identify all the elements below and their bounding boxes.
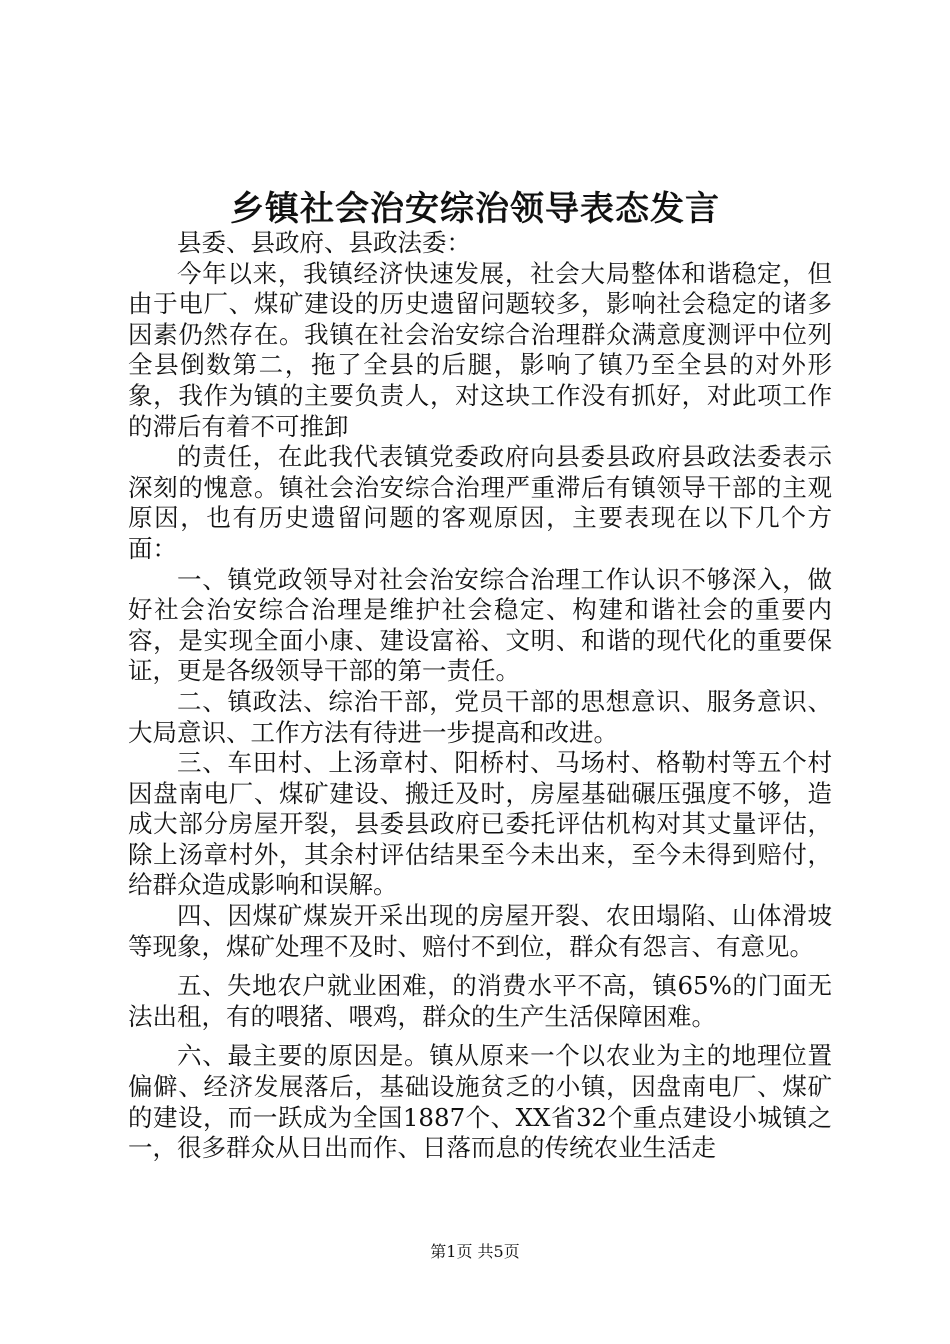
salutation: 县委、县政府、县政法委： [177, 228, 471, 257]
paragraph-point-6: 六、最主要的原因是。镇从原来一个以农业为主的地理位置偏僻、经济发展落后，基础设施贫乏的小镇，因盘南电厂、煤矿的建设，而一跃成为全国1887个、XX省32个重点建设小城镇之一，很多群众从日出而作、日落而息的传统农业生活走 [128, 1041, 832, 1163]
document-title: 乡镇社会治安综治领导表态发言 [230, 189, 720, 229]
paragraph-point-5: 五、失地农户就业困难，的消费水平不高，镇65%的门面无法出租，有的喂猪、喂鸡，群众的生产生活保障困难。 [128, 971, 832, 1031]
document-body [128, 228, 832, 1164]
paragraph-point-3: 三、车田村、上汤章村、阳桥村、马场村、格勒村等五个村因盘南电厂、煤矿建设、搬迁及时，房屋基础碾压强度不够，造成大部分房屋开裂，县委县政府已委托评估机构对其丈量评估，除上汤章村外，其余村评估结果至今未出来，至今未得到赔付，给群众造成影响和误解。 [128, 748, 832, 900]
paragraph-point-1: 一、镇党政领导对社会治安综合治理工作认识不够深入，做好社会治安综合治理是维护社会稳定、构建和谐社会的重要内容，是实现全面小康、建设富裕、文明、和谐的现代化的重要保证，更是各级领导干部的第一责任。 [128, 564, 832, 686]
page-footer: 第1页 共5页 [430, 1242, 520, 1261]
paragraph-responsibility: 的责任，在此我代表镇党委政府向县委县政府县政法委表示深刻的愧意。镇社会治安综合治理严重滞后有镇领导干部的主观原因，也有历史遗留问题的客观原因，主要表现在以下几个方面： [128, 442, 832, 563]
paragraph-intro: 今年以来，我镇经济快速发展，社会大局整体和谐稳定，但由于电厂、煤矿建设的历史遗留问题较多，影响社会稳定的诸多因素仍然存在。我镇在社会治安综合治理群众满意度测评中位列全县倒数第二，拖了全县的后腿，影响了镇乃至全县的对外形象，我作为镇的主要负责人，对这块工作没有抓好，对此项工作的滞后有着不可推卸 [128, 258, 832, 441]
paragraph-point-4: 四、因煤矿煤炭开采出现的房屋开裂、农田塌陷、山体滑坡等现象，煤矿处理不及时、赔付不到位，群众有怨言、有意见。 [128, 901, 832, 961]
paragraph-point-2: 二、镇政法、综治干部，党员干部的思想意识、服务意识、大局意识、工作方法有待进一步提高和改进。 [128, 686, 832, 747]
